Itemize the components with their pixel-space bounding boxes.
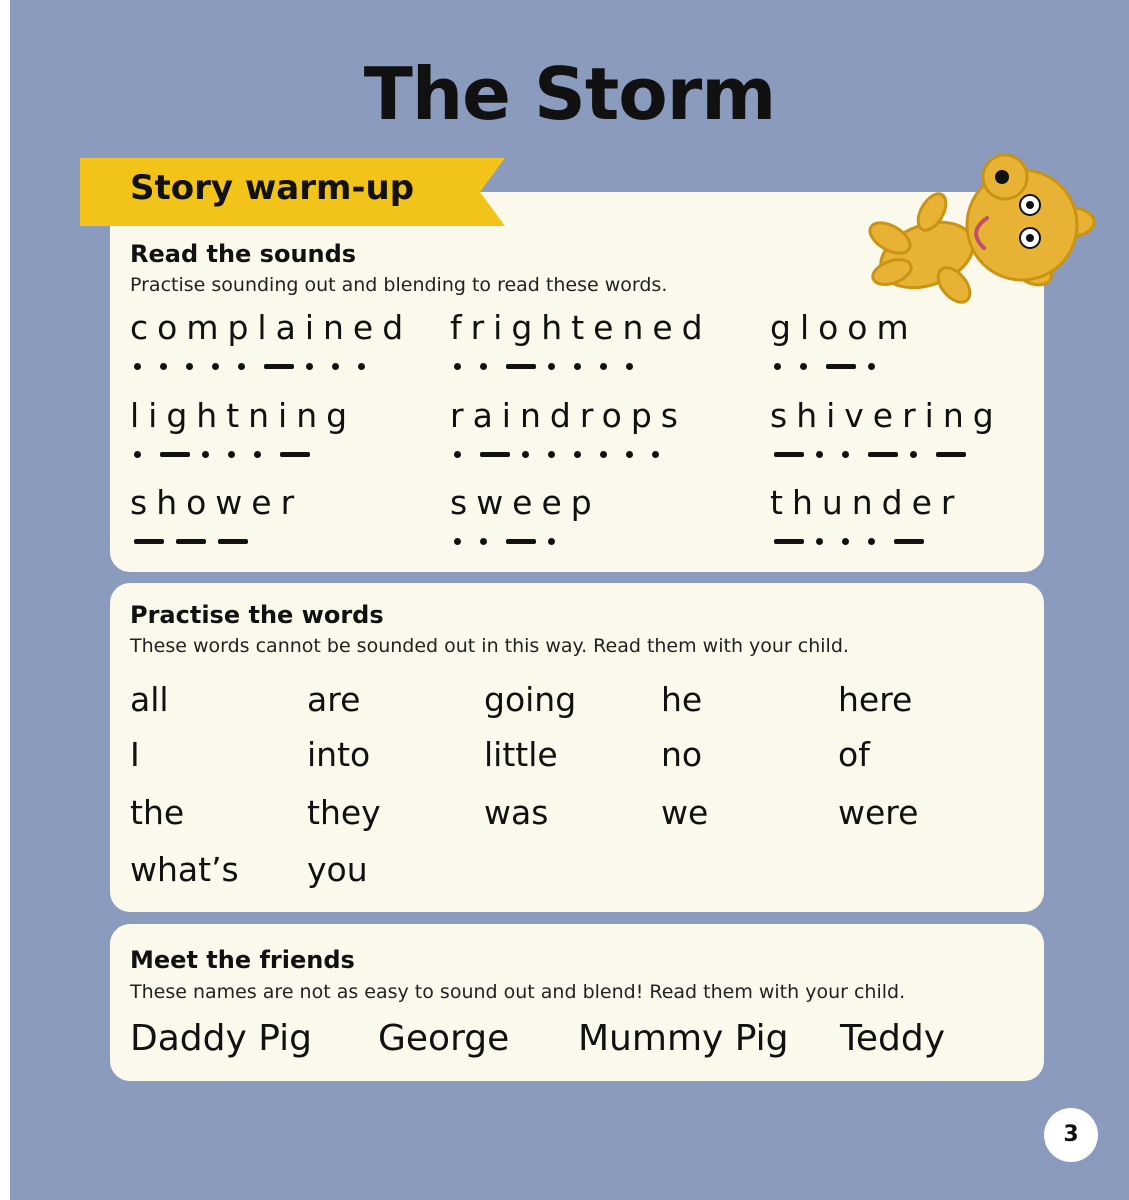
sound-dash [936,452,966,457]
sound-dash [160,452,190,457]
practise-words-card [110,583,1044,912]
practise-word: were [838,793,919,832]
sound-dot [600,363,607,370]
practise-word: into [307,735,371,774]
sound-dot [186,363,193,370]
practise-word: all [130,680,169,719]
sound-dash [280,452,310,457]
sound-dot [522,451,529,458]
sound-dot [454,538,461,545]
friend-name: Teddy [840,1018,946,1059]
sound-dot [202,451,209,458]
sound-dash [774,452,804,457]
sound-dash [218,539,248,544]
sound-dot [238,363,245,370]
banner-label: Story warm-up [130,168,415,208]
practise-word: you [307,850,368,889]
practise-word: the [130,793,185,832]
practise-word: no [661,735,703,774]
sound-dot [816,538,823,545]
page-title: The Storm [363,52,776,136]
sound-dash [176,539,206,544]
sound-dash [506,364,536,369]
sound-dash [480,452,510,457]
sound-word: sweep [450,483,601,522]
practise-word: of [838,735,870,774]
sound-dot [910,451,917,458]
sound-dot [548,538,555,545]
sound-dash [264,364,294,369]
sound-word: lightning [130,396,357,435]
friends-instruction: These names are not as easy to sound out and blend! Read them with your child. [130,981,906,1003]
sound-word: raindrops [450,396,687,435]
practise-word: are [307,680,361,719]
sound-word: shower [130,483,304,522]
sound-dot [358,363,365,370]
practise-word: little [484,735,558,774]
practise-word: I [130,735,140,774]
read-sounds-heading: Read the sounds [130,240,357,268]
sound-dot [254,451,261,458]
sound-dot [774,363,781,370]
sound-word: thunder [770,483,964,522]
sound-dot [480,363,487,370]
friends-heading: Meet the friends [130,946,355,974]
page-number: 3 [1044,1108,1098,1162]
sound-dot [212,363,219,370]
sound-dot [332,363,339,370]
sound-word: shivering [770,396,1003,435]
practise-word: what’s [130,850,239,889]
sound-dot [454,451,461,458]
practise-word: we [661,793,709,832]
sound-dot [134,363,141,370]
sound-dash [506,539,536,544]
sound-dot [626,363,633,370]
sound-dot [574,451,581,458]
sound-word: complained [130,308,413,347]
sound-dot [548,451,555,458]
sound-dash [868,452,898,457]
sound-dash [134,539,164,544]
sound-dot [800,363,807,370]
sound-dot [480,538,487,545]
practise-word: he [661,680,703,719]
friend-name: George [378,1018,510,1059]
sound-dot [868,363,875,370]
friend-name: Daddy Pig [130,1018,313,1059]
sound-dot [868,538,875,545]
sound-word: frightened [450,308,712,347]
sound-dot [626,451,633,458]
sound-dot [600,451,607,458]
sound-dot [842,451,849,458]
sound-dot [454,363,461,370]
sound-dot [548,363,555,370]
sound-dot [574,363,581,370]
sound-dot [306,363,313,370]
sound-dash [894,539,924,544]
practise-instruction: These words cannot be sounded out in this way. Read them with your child. [130,635,849,657]
read-sounds-instruction: Practise sounding out and blending to read these words. [130,274,668,296]
teddy-bear-icon [862,150,1097,310]
sound-dot [842,538,849,545]
practise-heading: Practise the words [130,601,384,629]
friend-name: Mummy Pig [578,1018,789,1059]
practise-word: they [307,793,381,832]
sound-dot [134,451,141,458]
sound-dash [826,364,856,369]
sound-dot [228,451,235,458]
practise-word: was [484,793,549,832]
sound-dot [160,363,167,370]
practise-word: here [838,680,913,719]
practise-word: going [484,680,577,719]
sound-dash [774,539,804,544]
sound-dot [652,451,659,458]
sound-word: gloom [770,308,918,347]
sound-dot [816,451,823,458]
